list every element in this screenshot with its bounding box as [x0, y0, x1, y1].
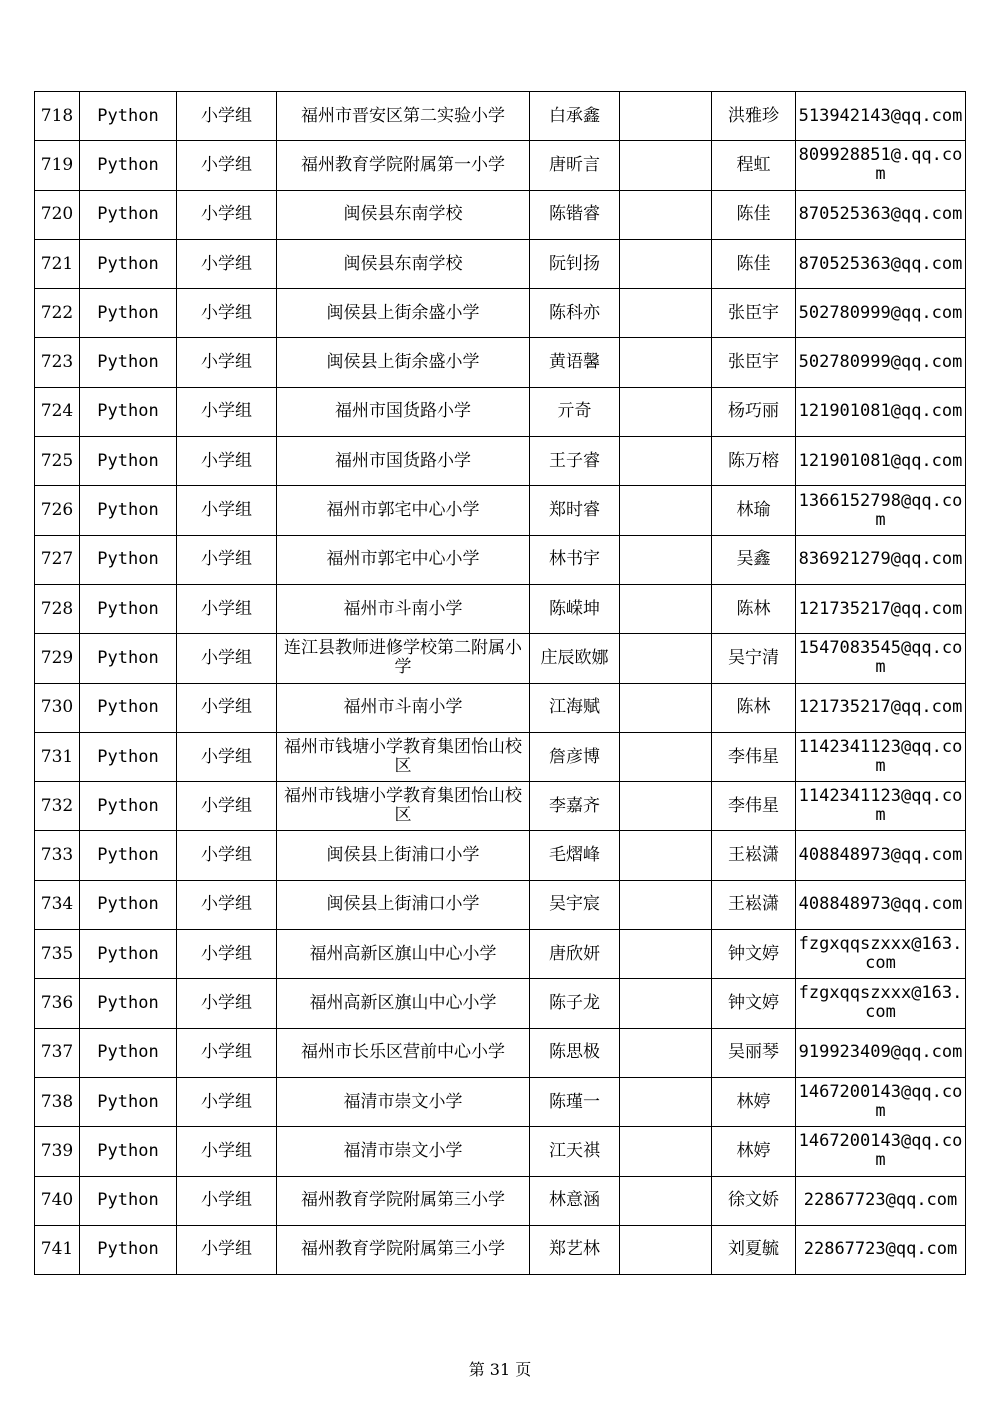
language: Python	[80, 289, 177, 338]
student-name: 亓奇	[530, 387, 620, 436]
school: 闽侯县东南学校	[277, 239, 530, 288]
email: 22867723@qq.com	[796, 1225, 966, 1274]
school: 闽侯县上街浦口小学	[277, 831, 530, 880]
table-row	[35, 1176, 966, 1225]
group: 小学组	[177, 979, 277, 1028]
empty-cell	[620, 831, 712, 880]
student-name: 江天祺	[530, 1127, 620, 1176]
group: 小学组	[177, 239, 277, 288]
group: 小学组	[177, 1127, 277, 1176]
row-number: 734	[35, 880, 80, 929]
email: 870525363@qq.com	[796, 239, 966, 288]
student-name: 陈瑾一	[530, 1077, 620, 1126]
language: Python	[80, 190, 177, 239]
teacher-name: 陈林	[712, 683, 796, 732]
row-number: 738	[35, 1077, 80, 1126]
teacher-name: 陈万榕	[712, 437, 796, 486]
email: 22867723@qq.com	[796, 1176, 966, 1225]
school: 福州教育学院附属第一小学	[277, 141, 530, 190]
row-number: 740	[35, 1176, 80, 1225]
teacher-name: 李伟星	[712, 782, 796, 831]
school: 福州教育学院附属第三小学	[277, 1225, 530, 1274]
empty-cell	[620, 387, 712, 436]
teacher-name: 钟文婷	[712, 930, 796, 979]
school: 福州市斗南小学	[277, 683, 530, 732]
empty-cell	[620, 1127, 712, 1176]
table-row	[35, 289, 966, 338]
language: Python	[80, 1176, 177, 1225]
school: 福清市崇文小学	[277, 1077, 530, 1126]
row-number: 735	[35, 930, 80, 979]
teacher-name: 陈林	[712, 584, 796, 633]
email: 502780999@qq.com	[796, 338, 966, 387]
school: 福州高新区旗山中心小学	[277, 979, 530, 1028]
email: fzgxqqszxxx@163.com	[796, 930, 966, 979]
teacher-name: 林婷	[712, 1077, 796, 1126]
row-number: 741	[35, 1225, 80, 1274]
student-name: 唐昕言	[530, 141, 620, 190]
language: Python	[80, 880, 177, 929]
group: 小学组	[177, 634, 277, 683]
teacher-name: 陈佳	[712, 190, 796, 239]
table-row	[35, 1225, 966, 1274]
empty-cell	[620, 535, 712, 584]
language: Python	[80, 338, 177, 387]
email: 1467200143@qq.com	[796, 1077, 966, 1126]
email: 408848973@qq.com	[796, 831, 966, 880]
row-number: 718	[35, 92, 80, 141]
language: Python	[80, 437, 177, 486]
row-number: 732	[35, 782, 80, 831]
teacher-name: 吴鑫	[712, 535, 796, 584]
school: 福州高新区旗山中心小学	[277, 930, 530, 979]
group: 小学组	[177, 535, 277, 584]
email: 513942143@qq.com	[796, 92, 966, 141]
row-number: 728	[35, 584, 80, 633]
table-row	[35, 831, 966, 880]
empty-cell	[620, 239, 712, 288]
empty-cell	[620, 92, 712, 141]
email: 121901081@qq.com	[796, 437, 966, 486]
table-row	[35, 338, 966, 387]
empty-cell	[620, 338, 712, 387]
row-number: 719	[35, 141, 80, 190]
empty-cell	[620, 683, 712, 732]
school: 福州市郭宅中心小学	[277, 535, 530, 584]
roster-table	[34, 91, 966, 1275]
table-row	[35, 190, 966, 239]
school: 福州市郭宅中心小学	[277, 486, 530, 535]
teacher-name: 刘夏毓	[712, 1225, 796, 1274]
empty-cell	[620, 437, 712, 486]
school: 福州市国货路小学	[277, 437, 530, 486]
table-row	[35, 979, 966, 1028]
student-name: 陈子龙	[530, 979, 620, 1028]
group: 小学组	[177, 880, 277, 929]
group: 小学组	[177, 289, 277, 338]
student-name: 李嘉齐	[530, 782, 620, 831]
language: Python	[80, 486, 177, 535]
student-name: 黄语馨	[530, 338, 620, 387]
row-number: 723	[35, 338, 80, 387]
row-number: 736	[35, 979, 80, 1028]
row-number: 739	[35, 1127, 80, 1176]
group: 小学组	[177, 338, 277, 387]
teacher-name: 林瑜	[712, 486, 796, 535]
school: 福清市崇文小学	[277, 1127, 530, 1176]
language: Python	[80, 732, 177, 781]
empty-cell	[620, 1077, 712, 1126]
group: 小学组	[177, 437, 277, 486]
teacher-name: 钟文婷	[712, 979, 796, 1028]
email: 1366152798@qq.com	[796, 486, 966, 535]
group: 小学组	[177, 1176, 277, 1225]
email: 1142341123@qq.com	[796, 732, 966, 781]
group: 小学组	[177, 1225, 277, 1274]
teacher-name: 王崧潇	[712, 880, 796, 929]
student-name: 王子睿	[530, 437, 620, 486]
group: 小学组	[177, 584, 277, 633]
language: Python	[80, 683, 177, 732]
email: 121901081@qq.com	[796, 387, 966, 436]
empty-cell	[620, 486, 712, 535]
table-row	[35, 930, 966, 979]
language: Python	[80, 1028, 177, 1077]
group: 小学组	[177, 92, 277, 141]
group: 小学组	[177, 387, 277, 436]
table-row	[35, 141, 966, 190]
table-row	[35, 782, 966, 831]
group: 小学组	[177, 141, 277, 190]
school: 闽侯县东南学校	[277, 190, 530, 239]
row-number: 720	[35, 190, 80, 239]
student-name: 江海赋	[530, 683, 620, 732]
row-number: 721	[35, 239, 80, 288]
table-row	[35, 732, 966, 781]
teacher-name: 徐文娇	[712, 1176, 796, 1225]
table-row	[35, 535, 966, 584]
language: Python	[80, 239, 177, 288]
row-number: 726	[35, 486, 80, 535]
teacher-name: 林婷	[712, 1127, 796, 1176]
row-number: 733	[35, 831, 80, 880]
school: 福州市钱塘小学教育集团怡山校区	[277, 732, 530, 781]
student-name: 詹彦博	[530, 732, 620, 781]
student-name: 郑艺林	[530, 1225, 620, 1274]
empty-cell	[620, 584, 712, 633]
row-number: 737	[35, 1028, 80, 1077]
language: Python	[80, 634, 177, 683]
language: Python	[80, 1225, 177, 1274]
language: Python	[80, 782, 177, 831]
table-row	[35, 486, 966, 535]
student-name: 唐欣妍	[530, 930, 620, 979]
group: 小学组	[177, 831, 277, 880]
row-number: 730	[35, 683, 80, 732]
email: 121735217@qq.com	[796, 584, 966, 633]
row-number: 725	[35, 437, 80, 486]
empty-cell	[620, 979, 712, 1028]
school: 连江县教师进修学校第二附属小学	[277, 634, 530, 683]
email: 809928851@.qq.com	[796, 141, 966, 190]
empty-cell	[620, 930, 712, 979]
email: fzgxqqszxxx@163.com	[796, 979, 966, 1028]
teacher-name: 程虹	[712, 141, 796, 190]
teacher-name: 李伟星	[712, 732, 796, 781]
language: Python	[80, 831, 177, 880]
group: 小学组	[177, 190, 277, 239]
language: Python	[80, 92, 177, 141]
student-name: 陈嵘坤	[530, 584, 620, 633]
empty-cell	[620, 1176, 712, 1225]
school: 闽侯县上街余盛小学	[277, 289, 530, 338]
student-name: 毛熠峰	[530, 831, 620, 880]
student-name: 庄辰欧娜	[530, 634, 620, 683]
school: 福州市长乐区营前中心小学	[277, 1028, 530, 1077]
email: 1467200143@qq.com	[796, 1127, 966, 1176]
empty-cell	[620, 141, 712, 190]
table-row	[35, 437, 966, 486]
teacher-name: 张臣宇	[712, 289, 796, 338]
language: Python	[80, 1127, 177, 1176]
empty-cell	[620, 190, 712, 239]
row-number: 729	[35, 634, 80, 683]
group: 小学组	[177, 486, 277, 535]
teacher-name: 洪雅珍	[712, 92, 796, 141]
student-name: 白承鑫	[530, 92, 620, 141]
table-body	[35, 92, 966, 1275]
group: 小学组	[177, 782, 277, 831]
table-row	[35, 1127, 966, 1176]
language: Python	[80, 930, 177, 979]
email: 870525363@qq.com	[796, 190, 966, 239]
empty-cell	[620, 782, 712, 831]
email: 1547083545@qq.com	[796, 634, 966, 683]
table-row	[35, 683, 966, 732]
language: Python	[80, 1077, 177, 1126]
language: Python	[80, 387, 177, 436]
email: 502780999@qq.com	[796, 289, 966, 338]
student-name: 林意涵	[530, 1176, 620, 1225]
empty-cell	[620, 634, 712, 683]
row-number: 727	[35, 535, 80, 584]
teacher-name: 陈佳	[712, 239, 796, 288]
empty-cell	[620, 1028, 712, 1077]
empty-cell	[620, 1225, 712, 1274]
language: Python	[80, 979, 177, 1028]
row-number: 731	[35, 732, 80, 781]
language: Python	[80, 141, 177, 190]
table-row	[35, 880, 966, 929]
school: 闽侯县上街余盛小学	[277, 338, 530, 387]
email: 836921279@qq.com	[796, 535, 966, 584]
student-name: 陈锴睿	[530, 190, 620, 239]
teacher-name: 吴宁清	[712, 634, 796, 683]
teacher-name: 王崧潇	[712, 831, 796, 880]
row-number: 722	[35, 289, 80, 338]
group: 小学组	[177, 1028, 277, 1077]
school: 福州市国货路小学	[277, 387, 530, 436]
student-name: 郑时睿	[530, 486, 620, 535]
table-row	[35, 387, 966, 436]
school: 福州市斗南小学	[277, 584, 530, 633]
group: 小学组	[177, 732, 277, 781]
table-row	[35, 239, 966, 288]
row-number: 724	[35, 387, 80, 436]
table-row	[35, 1077, 966, 1126]
student-name: 陈科亦	[530, 289, 620, 338]
page-footer: 第 31 页	[468, 1360, 532, 1379]
email: 121735217@qq.com	[796, 683, 966, 732]
school: 福州市晋安区第二实验小学	[277, 92, 530, 141]
teacher-name: 吴丽琴	[712, 1028, 796, 1077]
table-row	[35, 92, 966, 141]
language: Python	[80, 535, 177, 584]
student-name: 阮钊扬	[530, 239, 620, 288]
table-row	[35, 634, 966, 683]
student-name: 吴宇宸	[530, 880, 620, 929]
student-name: 陈思极	[530, 1028, 620, 1077]
school: 福州教育学院附属第三小学	[277, 1176, 530, 1225]
teacher-name: 张臣宇	[712, 338, 796, 387]
student-name: 林书宇	[530, 535, 620, 584]
group: 小学组	[177, 683, 277, 732]
email: 408848973@qq.com	[796, 880, 966, 929]
email: 919923409@qq.com	[796, 1028, 966, 1077]
table-row	[35, 1028, 966, 1077]
group: 小学组	[177, 1077, 277, 1126]
empty-cell	[620, 732, 712, 781]
teacher-name: 杨巧丽	[712, 387, 796, 436]
language: Python	[80, 584, 177, 633]
group: 小学组	[177, 930, 277, 979]
email: 1142341123@qq.com	[796, 782, 966, 831]
school: 福州市钱塘小学教育集团怡山校区	[277, 782, 530, 831]
school: 闽侯县上街浦口小学	[277, 880, 530, 929]
table-row	[35, 584, 966, 633]
empty-cell	[620, 880, 712, 929]
empty-cell	[620, 289, 712, 338]
